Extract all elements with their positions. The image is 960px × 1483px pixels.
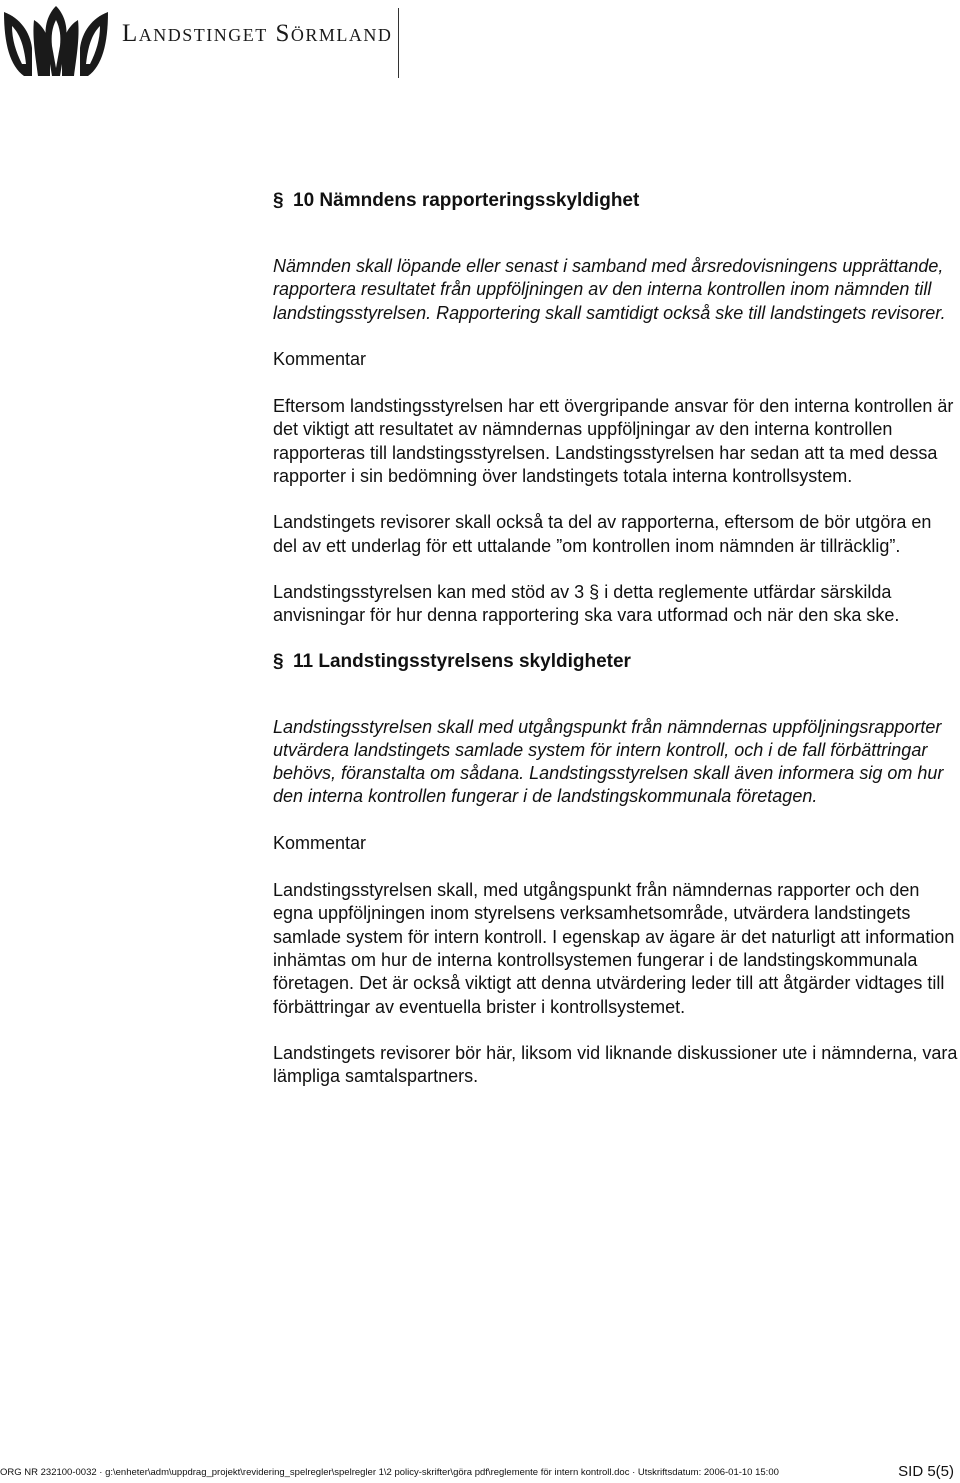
comment-paragraph: Landstingets revisorer bör här, liksom vid liknande diskussioner ute i nämnderna, vara lämpliga samtalspartners. (273, 1042, 958, 1087)
section-heading (273, 190, 960, 212)
comment-paragraph: Landstingsstyrelsen kan med stöd av 3 § i detta reglemente utfärdar särskilda anvisningar för hur denna rapportering ska vara utformad och när den ska ske. (273, 581, 900, 626)
comment-paragraph: Landstingsstyrelsen skall, med utgångspunkt från nämndernas rapporter och den egna uppföljningen inom styrelsens verksamhetsområde, utvärdera landstingets samlade system för intern kontroll. I egenskap av ägare är det naturligt att information inhämtas om hur de interna kontrollsystemen fungerar i de landstingskommunala företagen. Det är också viktigt att denna utvärdering leder till att åtgärder vidtages till förbättringar av eventuella brister i kontrollsystemet. (273, 880, 955, 1017)
comment-paragraph: Eftersom landstingsstyrelsen har ett övergripande ansvar för den interna kontrollen är det viktigt att resultatet av nämndernas uppföljningar av den interna kontrollen rapporteras till landstingsstyrelsen. Landstingsstyrelsen har sedan att ta med dessa rapporter i sin bedömning över landstingets totala interna kontrollsystem. (273, 396, 954, 487)
comment-label: Kommentar (273, 832, 367, 853)
section-title: 11 Landstingsstyrelsens skyldigheter (293, 650, 631, 672)
header-divider (398, 8, 399, 78)
comment-label: Kommentar (273, 348, 367, 369)
footer-document-info: ORG NR 232100-0032 · g:\enheter\adm\uppdrag_projekt\revidering_spelregler\spelregler 1\2 policy-skrifter\göra pdf\reglemente för intern kontroll.doc · Utskriftsdatum: 2006-01-10 15:00 (0, 1467, 779, 1478)
section-heading (273, 651, 960, 673)
paragraph-sign: § (273, 650, 284, 672)
tulip-crown-logo (2, 4, 110, 78)
rule-text: Landstingsstyrelsen skall med utgångspunkt från nämndernas uppföljningsrapporter utvärdera landstingets samlade system för intern kontroll, och i de fall förbättringar behövs, föranstalta om sådana. Landstingsstyrelsen skall även informera sig om hur den interna kontrollen fungerar i de landstingskommunala företagen. (273, 716, 944, 807)
rule-text: Nämnden skall löpande eller senast i samband med årsredovisningens upprättande, rapportera resultatet från uppföljningen av den interna kontrollen inom nämnden till landstingsstyrelsen. Rapportering skall samtidigt också ske till landstingets revisorer. (273, 256, 946, 323)
page-number: SID 5(5) (898, 1463, 954, 1480)
org-name: Landstinget Sörmland (122, 20, 393, 47)
document-body (273, 190, 960, 1111)
paragraph-sign: § (273, 190, 284, 211)
section-title: 10 Nämndens rapporteringsskyldighet (293, 190, 640, 211)
comment-paragraph: Landstingets revisorer skall också ta del av rapporterna, eftersom de bör utgöra en del av ett underlag för ett uttalande ”om kontrollen inom nämnden är tillräcklig”. (273, 512, 932, 556)
